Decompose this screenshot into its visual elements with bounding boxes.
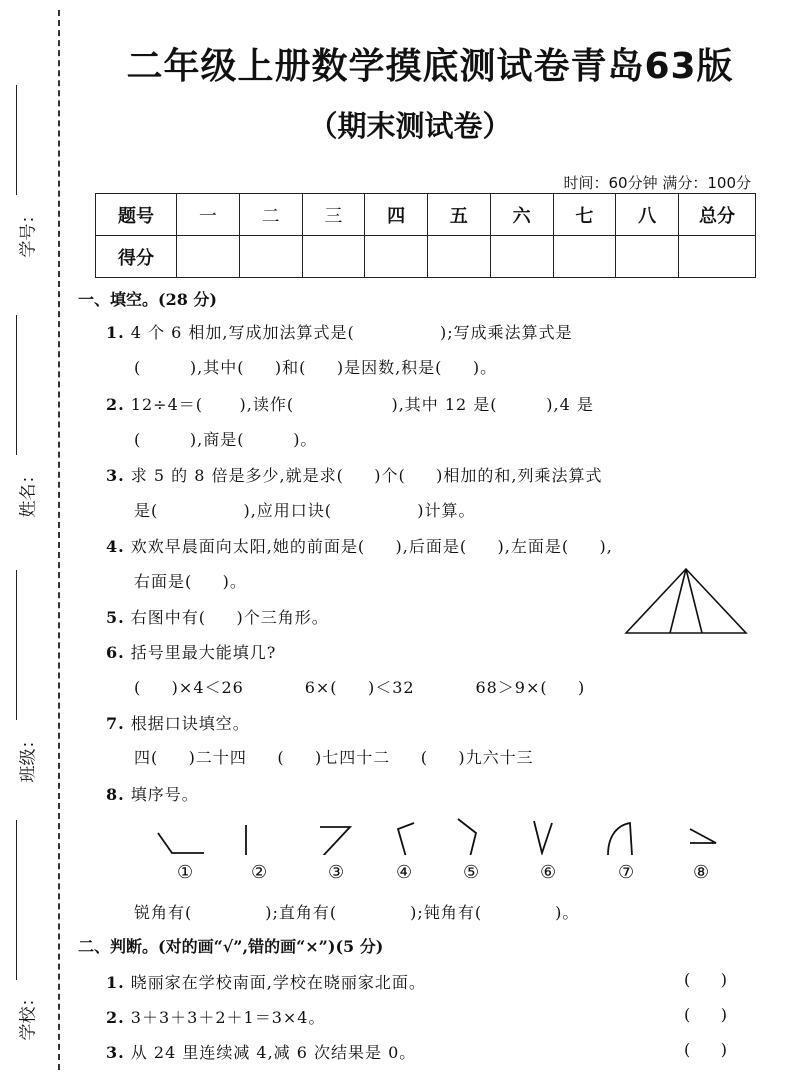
score-cell[interactable] (616, 236, 679, 278)
angle-label-3: ③ (328, 862, 345, 883)
name-label: 姓名： (18, 466, 39, 518)
question-text: 填序号。 (130, 785, 199, 804)
angle-1 (158, 833, 204, 853)
score-cell[interactable] (239, 236, 302, 278)
angle-5 (458, 819, 476, 855)
judge-question-3 (106, 1040, 416, 1063)
score-header-cell: 五 (428, 194, 491, 236)
triangle-figure (620, 565, 750, 640)
question-3-line-2: 是( ),应用口诀( )计算。 (134, 501, 476, 520)
page-subtitle: （期末测试卷） (308, 109, 512, 143)
student-id-label: 学号： (18, 206, 39, 258)
question-text: 右图中有( )个三角形。 (130, 608, 329, 627)
section-1-title: 一、填空。(28 分) (78, 290, 217, 309)
question-4-line-1 (106, 534, 613, 557)
angle-2 (246, 825, 276, 855)
question-6-line-1 (106, 640, 276, 663)
question-number: 4. (106, 537, 125, 556)
section-2-title: 二、判断。(对的画“√”,错的画“×”)(5 分) (78, 937, 384, 956)
score-cell[interactable] (490, 236, 553, 278)
score-table-score-row (96, 236, 756, 278)
question-number: 5. (106, 608, 125, 627)
score-header-cell: 七 (553, 194, 616, 236)
judge-question-1 (106, 970, 426, 993)
question-1-line-1 (106, 320, 573, 343)
score-cell[interactable] (553, 236, 616, 278)
student-id-line[interactable] (16, 85, 17, 195)
question-number: 1. (106, 973, 125, 992)
question-number: 3. (106, 1043, 125, 1062)
judge-question-2 (106, 1005, 325, 1028)
score-table (95, 193, 756, 278)
class-line[interactable] (16, 570, 17, 720)
score-header-cell: 六 (490, 194, 553, 236)
question-7-line-1 (106, 711, 250, 734)
question-number: 7. (106, 714, 125, 733)
angle-7 (608, 823, 632, 855)
angle-label-8: ⑧ (693, 862, 710, 883)
question-number: 2. (106, 1008, 125, 1027)
question-8-line-1 (106, 782, 199, 805)
score-header-cell: 八 (616, 194, 679, 236)
question-7-line-2: 四( )二十四 ( )七四十二 ( )九六十三 (134, 748, 534, 767)
score-cell[interactable] (177, 236, 240, 278)
judge-answer-1[interactable]: ( ) (684, 970, 727, 989)
score-table-header-row (96, 194, 756, 236)
question-number: 8. (106, 785, 125, 804)
angle-figures (150, 815, 730, 855)
score-header-cell: 二 (239, 194, 302, 236)
class-label: 班级： (18, 731, 39, 783)
question-text: 根据口诀填空。 (130, 714, 250, 733)
score-header-cell: 题号 (96, 194, 177, 236)
school-line[interactable] (16, 820, 17, 980)
question-number: 3. (106, 466, 125, 485)
score-row-label: 得分 (96, 236, 177, 278)
score-header-cell: 四 (365, 194, 428, 236)
angle-label-6: ⑥ (540, 862, 557, 883)
score-cell[interactable] (679, 236, 756, 278)
cut-line (58, 10, 60, 1070)
school-label: 学校： (18, 989, 39, 1041)
question-4-line-2: 右面是( )。 (134, 572, 247, 591)
question-2-line-1 (106, 392, 594, 415)
question-text: 12÷4＝( ),读作( ),其中 12 是( ),4 是 (130, 395, 594, 414)
judge-answer-3[interactable]: ( ) (684, 1040, 727, 1059)
score-cell[interactable] (302, 236, 365, 278)
score-cell[interactable] (365, 236, 428, 278)
question-text: 从 24 里连续减 4,减 6 次结果是 0。 (130, 1043, 417, 1062)
angle-label-2: ② (251, 862, 268, 883)
question-number: 6. (106, 643, 125, 662)
question-number: 1. (106, 323, 125, 342)
judge-answer-2[interactable]: ( ) (684, 1005, 727, 1024)
question-text: 3＋3＋3＋2＋1＝3×4。 (130, 1008, 326, 1027)
question-2-line-2: ( ),商是( )。 (134, 430, 318, 449)
score-header-cell: 三 (302, 194, 365, 236)
exam-meta: 时间：60分钟 满分：100分 (563, 174, 751, 192)
question-1-line-2: ( ),其中( )和( )是因数,积是( )。 (134, 358, 498, 377)
score-header-cell: 总分 (679, 194, 756, 236)
angle-4 (398, 823, 414, 855)
angle-label-7: ⑦ (618, 862, 635, 883)
question-text: 欢欢早晨面向太阳,她的前面是( ),后面是( ),左面是( ), (130, 537, 613, 556)
binding-margin (0, 0, 70, 1072)
question-8-line-2: 锐角有( );直角有( );钝角有( )。 (134, 903, 580, 922)
angle-label-4: ④ (396, 862, 413, 883)
question-text: 晓丽家在学校南面,学校在晓丽家北面。 (130, 973, 426, 992)
question-text: 括号里最大能填几? (130, 643, 277, 662)
question-text: 4 个 6 相加,写成加法算式是( );写成乘法算式是 (130, 323, 573, 342)
question-number: 2. (106, 395, 125, 414)
question-3-line-1 (106, 463, 603, 486)
angle-label-1: ① (177, 862, 194, 883)
page-title: 二年级上册数学摸底测试卷青岛63版 (126, 46, 734, 87)
angle-6 (534, 821, 552, 853)
name-line[interactable] (16, 315, 17, 455)
score-header-cell: 一 (177, 194, 240, 236)
question-6-line-2: ( )×4＜26 6×( )＜32 68＞9×( ) (134, 678, 586, 697)
score-cell[interactable] (428, 236, 491, 278)
angle-3 (320, 827, 350, 855)
question-5-line-1 (106, 605, 329, 628)
angle-8 (690, 829, 716, 843)
angle-label-5: ⑤ (463, 862, 480, 883)
question-text: 求 5 的 8 倍是多少,就是求( )个( )相加的和,列乘法算式 (130, 466, 603, 485)
